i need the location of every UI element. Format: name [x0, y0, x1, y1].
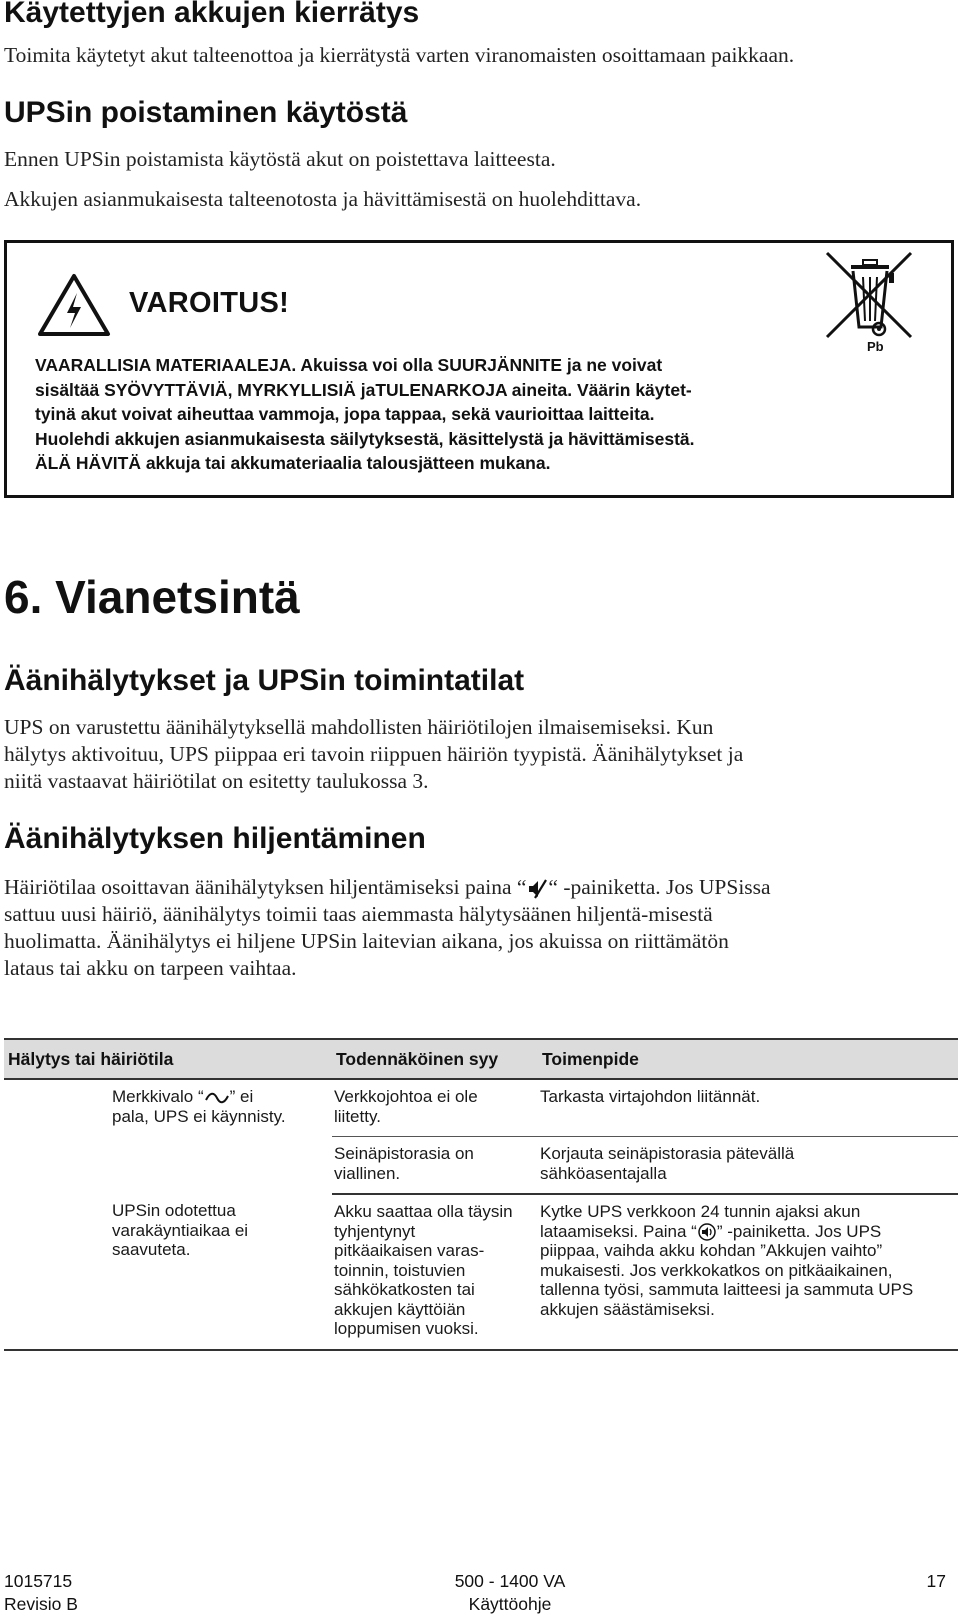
row2-action-after: ” -painiketta. Jos UPS piippaa, vaihda akku kohdan ”Akkujen vaihto” mukaisesti. Jos verkkokatkos on pitkäaikainen, tallenna työsi, sammuta laitteesi ja sammuta UPS akkujen säästämiseksi. — [540, 1221, 914, 1319]
warning-title: VAROITUS! — [129, 287, 290, 319]
silence-text-after: “ -painiketta. Jos UPSissa — [548, 875, 771, 899]
table-row — [4, 1194, 958, 1350]
alarms-text-line-3: niitä vastaavat häiriötilat on esitetty taulukossa 3. — [4, 769, 429, 793]
speaker-button-icon — [697, 1223, 717, 1241]
warning-line-5: ÄLÄ HÄVITÄ akkuja tai akkumateriaalia talousjätteen mukana. — [35, 453, 551, 473]
silence-section-title: Äänihälytyksen hiljentäminen — [4, 822, 426, 855]
row1-cause-1: Verkkojohtoa ei ole liitetty. — [332, 1079, 538, 1137]
row2-condition: UPSin odotettua varakäyntiaikaa ei saavuteta. — [4, 1194, 332, 1350]
warning-body — [35, 353, 915, 476]
warning-line-1: VAARALLISIA MATERIAALEJA. Akuissa voi olla SUURJÄNNITE ja ne voivat — [35, 355, 663, 375]
row1-action-1: Tarkasta virtajohdon liitännät. — [538, 1079, 958, 1137]
crossed-out-bin-icon — [825, 251, 915, 347]
recycling-text: Toimita käytetyt akut talteenottoa ja kierrätystä varten viranomaisten osoittamaan paikkaan. — [4, 43, 795, 67]
warning-box — [4, 240, 954, 498]
footer-left — [4, 1570, 78, 1616]
footer-model: 500 - 1400 VA — [454, 1571, 566, 1591]
header-cause: Todennäköinen syy — [332, 1039, 538, 1079]
header-condition: Hälytys tai häiriötila — [4, 1039, 332, 1079]
warning-line-4: Huolehdi akkujen asianmukaisesta säilytyksestä, käsittelystä ja hävittämisestä. — [35, 428, 695, 449]
silence-text-line-3: huolimatta. Äänihälytys ei hiljene UPSin laitevian aikana, jos akuissa on riittämätön — [4, 929, 729, 953]
alarms-text-line-1: UPS on varustettu äänihälytyksellä mahdollisten häiriötilojen ilmaisemiseksi. Kun — [4, 715, 714, 739]
decommission-line-1: Ennen UPSin poistamista käytöstä akut on poistettava laitteesta. — [4, 147, 556, 171]
warning-line-2: sisältää SYÖVYTTÄVIÄ, MYRKYLLISIÄ jaTULENARKOJA aineita. Väärin käytet- — [35, 379, 692, 400]
silence-text-line-2: sattuu uusi häiriö, äänihälytys toimii taas aiemmasta hälytysäänen hiljentä-misestä — [4, 902, 713, 926]
footer-center — [410, 1570, 610, 1616]
warning-line-3: tyinä akut voivat aiheuttaa vammoja, jopa tappaa, sekä vaurioittaa laitteita. — [35, 404, 655, 424]
footer-doc-number: 1015715 — [4, 1571, 73, 1591]
footer-revision: Revisio B — [4, 1594, 78, 1614]
alarms-text-line-2: hälytys aktivoituu, UPS piippaa eri tavoin riippuen häiriön tyypistä. Äänihälytykset ja — [4, 742, 744, 766]
row1-cause-2: Seinäpistorasia on viallinen. — [332, 1137, 538, 1195]
recycling-title: Käytettyjen akkujen kierrätys — [4, 0, 420, 29]
decommission-line-2: Akkujen asianmukaisesta talteenotosta ja hävittämisestä on huolehdittava. — [4, 187, 642, 211]
alarm-table — [4, 1038, 958, 1351]
decommission-title: UPSin poistaminen käytöstä — [4, 96, 408, 129]
row1-condition-after: ” ei pala, UPS ei käynnisty. — [112, 1087, 286, 1126]
alarms-section-text — [4, 714, 954, 795]
silence-text-before: Häiriötilaa osoittavan äänihälytyksen hiljentämiseksi paina “ — [4, 875, 527, 899]
row2-cause: Akku saattaa olla täysin tyhjentynyt pitkäaikaisen varas-toinnin, toistuvien sähkökatkosten tai akkujen käyttöiän loppumisen vuoksi. — [332, 1194, 538, 1350]
high-voltage-warning-icon — [37, 273, 111, 337]
header-action: Toimenpide — [538, 1039, 958, 1079]
chapter-title: 6. Vianetsintä — [4, 571, 300, 623]
mute-button-icon — [526, 878, 548, 900]
table-header-row — [4, 1039, 958, 1079]
silence-text-line-4: lataus tai akku on tarpeen vaihtaa. — [4, 956, 297, 980]
row1-action-2: Korjauta seinäpistorasia pätevällä sähköasentajalla — [538, 1137, 958, 1195]
ac-power-icon — [204, 1091, 230, 1105]
row1-condition — [4, 1079, 332, 1194]
footer-manual: Käyttöohje — [468, 1594, 552, 1614]
silence-section-text — [4, 874, 954, 982]
row1-condition-before: Merkkivalo “ — [112, 1087, 204, 1106]
row2-action-before: Kytke UPS verkkoon 24 tunnin ajaksi akun lataamiseksi. Paina “ — [540, 1202, 861, 1241]
table-row — [4, 1079, 958, 1137]
alarms-section-title: Äänihälytykset ja UPSin toimintatilat — [4, 664, 525, 697]
silence-text-line-1 — [4, 874, 954, 901]
pb-label: Pb — [867, 339, 884, 354]
row2-action — [538, 1194, 958, 1350]
footer-page-number: 17 — [926, 1571, 946, 1591]
